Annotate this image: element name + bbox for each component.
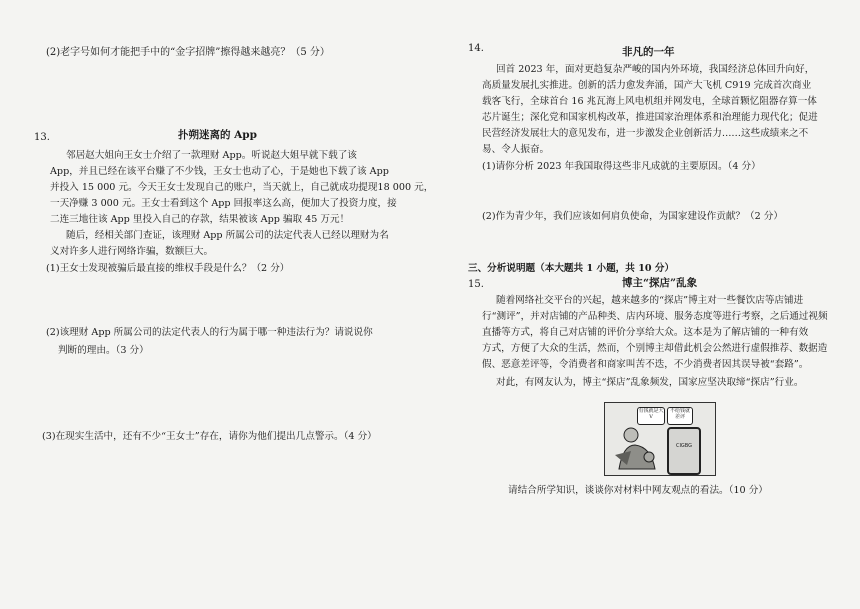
q15-para-2: 对此，有网友认为，博主“探店”乱象频发，国家应坚决取缔“探店”行业。 [496, 377, 804, 388]
q13-para-line-4: 一天净赚 3 000 元。王女士看到这个 App 回报率这么高，便加大了投资力度，接 [50, 198, 397, 209]
q13-sub2-line1: (2)该理财 App 所属公司的法定代表人的行为属于哪一种违法行为？请说说你 [46, 327, 373, 338]
q15-number: 15. [468, 279, 484, 290]
cartoon-figure [613, 425, 663, 471]
cartoon-illustration [604, 402, 716, 476]
cartoon-phone-label: CIGBG [675, 443, 693, 449]
cartoon-speech-bubble-left: 有钱就是大V [637, 407, 665, 425]
q14-para-line-4: 芯片诞生；深化党和国家机构改革，推进国家治理体系和治理能力现代化；促进 [482, 112, 818, 123]
q13-para-line-3: 并投入 15 000 元。今天王女士发现自己的账户，当天就上，自己就成功提现18 000 元， [50, 182, 434, 193]
section-3-heading: 三、分析说明题（本大题共 1 小题，共 10 分） [468, 263, 675, 274]
q14-para-line-2: 高质量发展扎实推进。创新的活力愈发奔涌，国产大飞机 C919 完成首次商业 [482, 80, 812, 91]
q14-para-line-1: 回首 2023 年，面对更趋复杂严峻的国内外环境，我国经济总体回升向好， [496, 64, 815, 75]
q15-para-line-3: 直播等方式，将自己对店铺的评价分享给大众。这本是为了解店铺的一种有效 [482, 327, 809, 338]
q13-para-line-6: 随后，经相关部门查证，该理财 App 所属公司的法定代表人已经以理财为名 [66, 230, 389, 241]
q14-para-line-6: 易、令人振奋。 [482, 144, 550, 155]
q13-sub1: (1)王女士发现被骗后最直接的维权手段是什么？（2 分） [46, 263, 290, 274]
q13-title: 扑朔迷离的 App [178, 129, 257, 141]
q13-para-line-1: 邻居赵大姐向王女士介绍了一款理财 App。听说赵大姐早就下载了该 [66, 150, 357, 161]
q14-para-line-3: 载客飞行，全球首台 16 兆瓦海上风电机组并网发电，全球首颗忆阻器存算一体 [482, 96, 817, 107]
q15-para-line-1: 随着网络社交平台的兴起，越来越多的“探店”博主对一些餐饮店等店铺进 [496, 295, 804, 306]
q15-para-line-4: 方式，方便了大众的生活，然而，个别博主却借此机会公然进行虚假推荐、数据造 [482, 343, 828, 354]
q14-para-line-5: 民营经济发展壮大的意见发布，进一步激发企业创新活力……这些成绩来之不 [482, 128, 809, 139]
cartoon-speech-bubble-right: 不给钱就差评 [667, 407, 693, 425]
cartoon-phone [667, 427, 701, 475]
q15-para-line-5: 假、恶意差评等，令消费者和商家叫苦不迭，不少消费者因其误导被“套路”。 [482, 359, 809, 370]
q13-number: 13. [34, 132, 50, 143]
q13-sub3: (3)在现实生活中，还有不少“王女士”存在，请你为他们提出几点警示。（4 分） [42, 431, 377, 442]
q15-title: 博主“探店”乱象 [622, 277, 698, 289]
q14-sub1: (1)请你分析 2023 年我国取得这些非凡成就的主要原因。（4 分） [482, 161, 761, 172]
q15-para-line-2: 行“测评”，并对店铺的产品种类、店内环境、服务态度等进行考察，之后通过视频 [482, 311, 828, 322]
q13-para-line-7: 义对许多人进行网络诈骗，数额巨大。 [50, 246, 214, 257]
q13-sub2-line2: 判断的理由。（3 分） [58, 345, 149, 356]
q13-para-line-2: App，并且已经在该平台赚了不少钱，王女士也动了心，于是她也下载了该 App [50, 166, 389, 177]
q14-number: 14. [468, 43, 484, 54]
q13-para-line-5: 二连三地往该 App 里投入自己的存款，结果被该 App 骗取 45 万元！ [50, 214, 350, 225]
q14-title: 非凡的一年 [622, 46, 675, 58]
q15-question: 请结合所学知识，谈谈你对材料中网友观点的看法。（10 分） [508, 485, 768, 496]
q12-part2: (2)老字号如何才能把手中的“金字招牌”擦得越来越亮？（5 分） [46, 47, 330, 58]
q14-sub2: (2)作为青少年，我们应该如何肩负使命，为国家建设作贡献？（2 分） [482, 211, 783, 222]
